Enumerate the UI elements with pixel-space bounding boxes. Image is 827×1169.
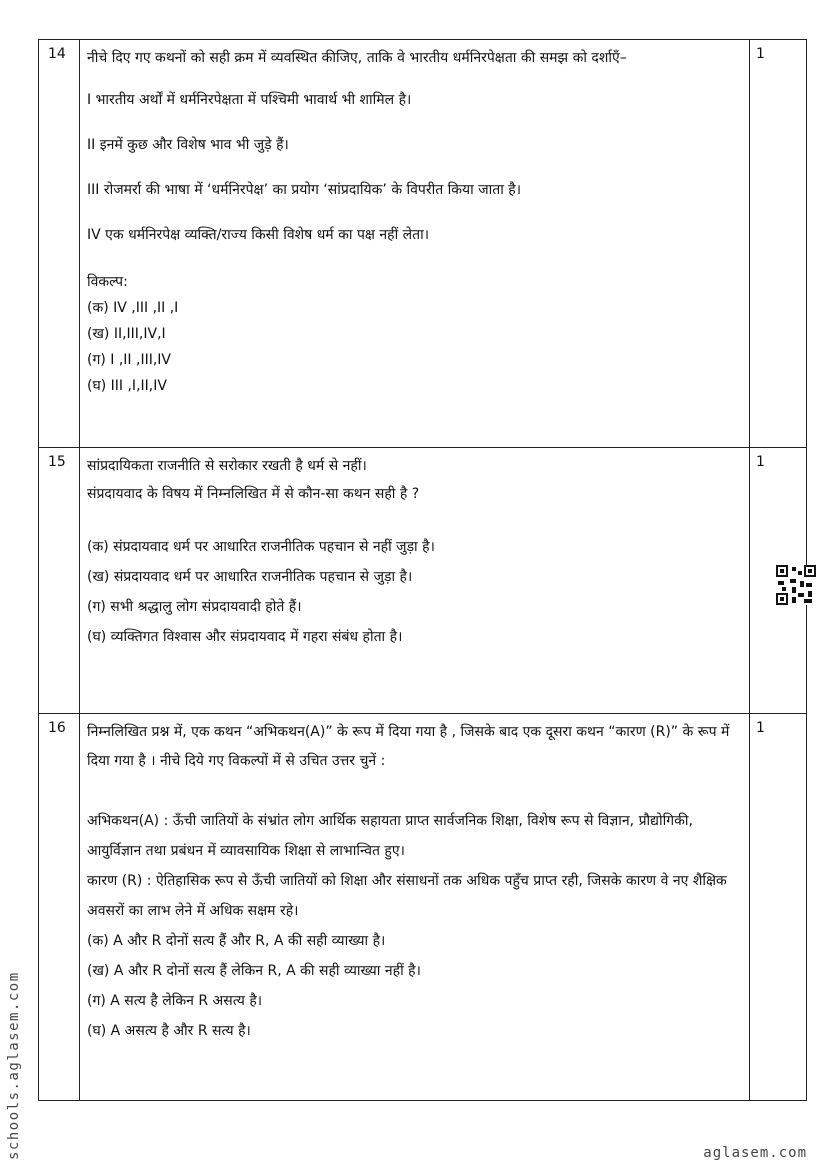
watermark-text: schools.aglasem.com	[6, 971, 22, 1160]
option-a: (क) IV ,III ,II ,I	[87, 300, 179, 316]
question-body	[87, 452, 742, 652]
question-marks: 1	[756, 720, 765, 736]
assertion-text: अभिकथन(A) : ऊँची जातियों के संभ्रांत लोग आर्थिक सहायता प्राप्त सार्वजनिक शिक्षा, विशेष रूप से विज्ञान, प्रौद्योगिकी, आयुर्विज्ञान तथा प्रबंधन में व्यावसायिक शिक्षा से लाभान्वित हुए।	[87, 813, 693, 859]
statement-3: III रोजमर्रा की भाषा में ‘धर्मनिरपेक्ष’ का प्रयोग ‘सांप्रदायिक’ के विपरीत किया जाता है।	[87, 182, 522, 198]
question-line-2: संप्रदायवाद के विषय में निम्नलिखित में से कौन-सा कथन सही है ?	[87, 486, 420, 502]
question-body	[87, 44, 742, 399]
question-marks: 1	[756, 46, 765, 62]
question-text: नीचे दिए गए कथनों को सही क्रम में व्यवस्थित कीजिए, ताकि वे भारतीय धर्मनिरपेक्षता की समझ को दर्शाएँ–	[87, 50, 627, 66]
option-b: (ख) संप्रदायवाद धर्म पर आधारित राजनीतिक पहचान से जुड़ा है।	[87, 569, 413, 585]
qr-code-icon	[776, 565, 816, 605]
question-row-16	[39, 714, 806, 1101]
option-d: (घ) व्यक्तिगत विश्वास और संप्रदायवाद में गहरा संबंध होता है।	[87, 629, 403, 645]
question-line-1: सांप्रदायिकता राजनीति से सरोकार रखती है धर्म से नहीं।	[87, 458, 367, 474]
statement-1: I भारतीय अर्थों में धर्मनिरपेक्षता में पश्चिमी भावार्थ भी शामिल है।	[87, 92, 412, 108]
option-c: (ग) I ,II ,III,IV	[87, 352, 171, 368]
option-d: (घ) III ,I,II,IV	[87, 378, 167, 394]
options-label: विकल्प:	[87, 274, 128, 290]
question-body	[87, 718, 742, 1046]
statement-4: IV एक धर्मनिरपेक्ष व्यक्ति/राज्य किसी विशेष धर्म का पक्ष नहीं लेता।	[87, 227, 430, 243]
statement-2: II इनमें कुछ और विशेष भाव भी जुड़े हैं।	[87, 137, 289, 153]
option-c: (ग) A सत्य है लेकिन R असत्य है।	[87, 993, 263, 1009]
question-row-15	[39, 448, 806, 714]
question-number: 15	[48, 454, 66, 470]
question-number: 14	[48, 46, 66, 62]
footer-text: aglasem.com	[703, 1145, 807, 1161]
option-c: (ग) सभी श्रद्धालु लोग संप्रदायवादी होते हैं।	[87, 599, 302, 615]
option-b: (ख) II,III,IV,I	[87, 326, 166, 342]
option-d: (घ) A असत्य है और R सत्य है।	[87, 1023, 251, 1039]
reason-text: कारण (R) : ऐतिहासिक रूप से ऊँची जातियों को शिक्षा और संसाधनों तक अधिक पहुँच प्राप्त रही, जिसके कारण वे नए शैक्षिक अवसरों का लाभ लेने में अधिक सक्षम रहे।	[87, 873, 727, 919]
option-b: (ख) A और R दोनों सत्य हैं लेकिन R, A की सही व्याख्या नहीं है।	[87, 963, 421, 979]
instruction-text: निम्नलिखित प्रश्न में, एक कथन “अभिकथन(A)” के रूप में दिया गया है , जिसके बाद एक दूसरा कथन “कारण (R)” के रूप में दिया गया है । नीचे दिये गए विकल्पों में से उचित उत्तर चुनें :	[87, 724, 730, 769]
question-marks: 1	[756, 454, 765, 470]
question-number: 16	[48, 720, 66, 736]
question-row-14	[39, 40, 806, 448]
questions-table	[38, 39, 807, 1101]
option-a: (क) A और R दोनों सत्य हैं और R, A की सही व्याख्या है।	[87, 933, 386, 949]
option-a: (क) संप्रदायवाद धर्म पर आधारित राजनीतिक पहचान से नहीं जुड़ा है।	[87, 539, 435, 555]
